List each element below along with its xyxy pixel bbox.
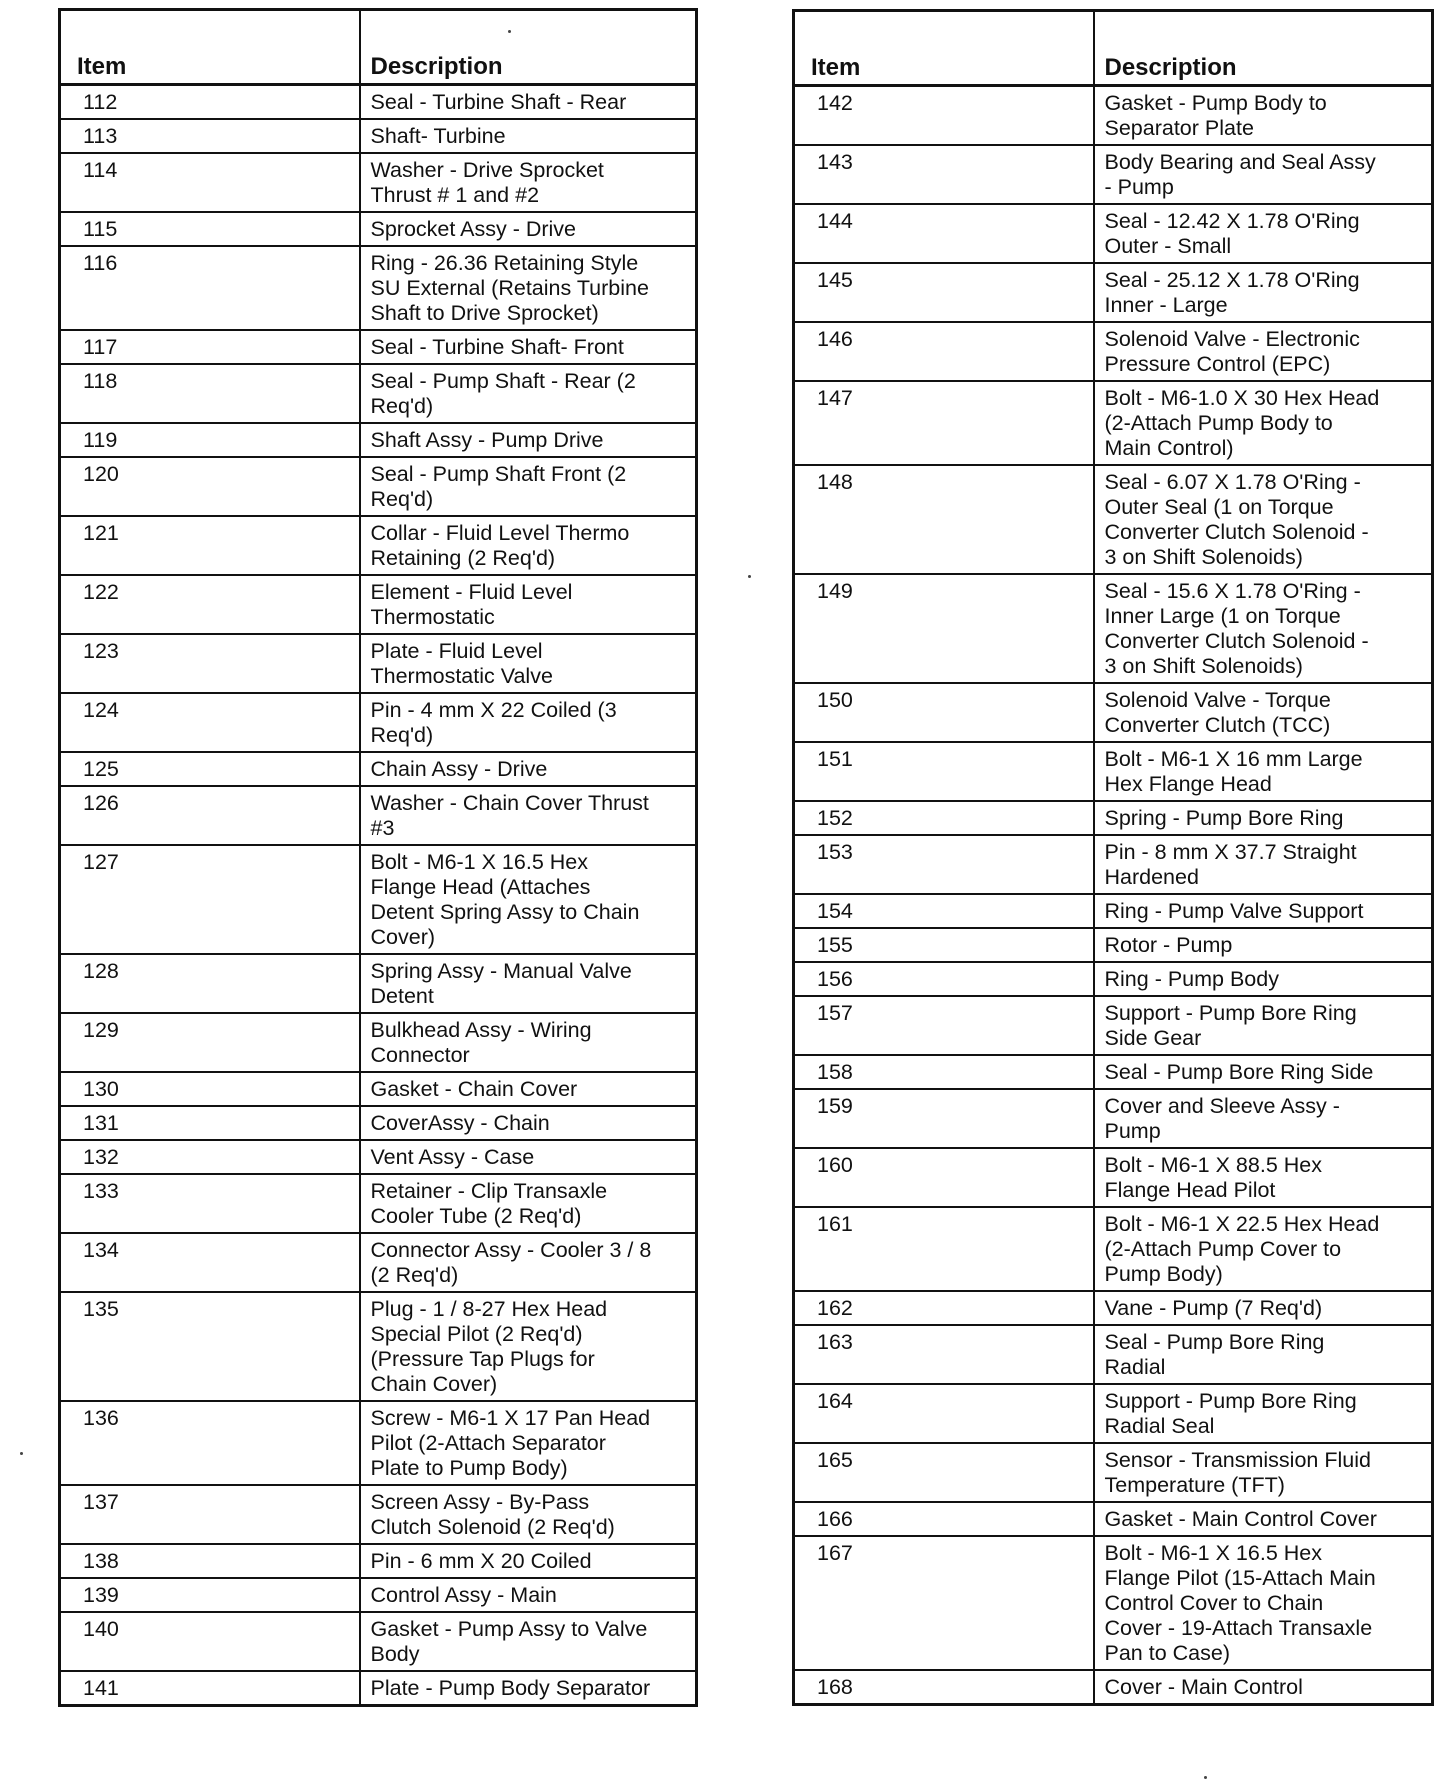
item-number: 146	[794, 322, 1094, 381]
table-row	[794, 928, 1433, 962]
item-number: 129	[60, 1013, 360, 1072]
item-number: 113	[60, 119, 360, 153]
description-line: Body Bearing and Seal Assy	[1104, 150, 1376, 174]
description-line: (Pressure Tap Plugs for	[370, 1347, 595, 1371]
item-description	[1094, 1443, 1433, 1502]
table-row	[60, 423, 697, 457]
description-line: Rotor - Pump	[1104, 933, 1233, 957]
table-row	[794, 962, 1433, 996]
table-row	[794, 86, 1433, 146]
item-number: 132	[60, 1140, 360, 1174]
item-column-header: Item	[60, 10, 360, 85]
table-row	[60, 153, 697, 212]
item-description	[360, 119, 697, 153]
table-row	[794, 1089, 1433, 1148]
description-line: Separator Plate	[1104, 116, 1254, 140]
description-line: Main Control)	[1104, 436, 1234, 460]
item-description	[360, 1174, 697, 1233]
item-number: 145	[794, 263, 1094, 322]
item-description	[360, 1544, 697, 1578]
table-row	[60, 1612, 697, 1671]
item-description	[360, 575, 697, 634]
table-row	[794, 1384, 1433, 1443]
item-number: 112	[60, 85, 360, 120]
table-row	[794, 1291, 1433, 1325]
description-line: Temperature (TFT)	[1104, 1473, 1285, 1497]
description-line: Cover and Sleeve Assy -	[1104, 1094, 1340, 1118]
description-line: Bolt - M6-1 X 16.5 Hex	[1104, 1541, 1322, 1565]
item-number: 163	[794, 1325, 1094, 1384]
item-description	[360, 1072, 697, 1106]
item-number: 144	[794, 204, 1094, 263]
item-description	[1094, 1207, 1433, 1291]
table-row	[60, 1233, 697, 1292]
description-line: Pilot (2-Attach Separator	[370, 1431, 606, 1455]
item-description	[360, 1292, 697, 1401]
item-description	[1094, 1670, 1433, 1705]
table-row	[794, 574, 1433, 683]
description-line: Ring - Pump Body	[1104, 967, 1279, 991]
description-line: Side Gear	[1104, 1026, 1202, 1050]
description-line: Plate to Pump Body)	[370, 1456, 568, 1480]
item-number: 126	[60, 786, 360, 845]
table-row	[60, 845, 697, 954]
item-description	[360, 1612, 697, 1671]
table-row	[60, 575, 697, 634]
item-number: 162	[794, 1291, 1094, 1325]
table-row	[60, 1174, 697, 1233]
description-line: Gasket - Main Control Cover	[1104, 1507, 1377, 1531]
description-line: Ring - 26.36 Retaining Style	[370, 251, 639, 275]
item-number: 153	[794, 835, 1094, 894]
table-row	[60, 1578, 697, 1612]
description-line: Shaft- Turbine	[370, 124, 506, 148]
description-line: Shaft Assy - Pump Drive	[370, 428, 604, 452]
table-row	[60, 1013, 697, 1072]
scan-speck	[20, 1452, 23, 1455]
item-number: 125	[60, 752, 360, 786]
table-row	[794, 835, 1433, 894]
description-line: Seal - Pump Shaft - Rear (2	[370, 369, 636, 393]
description-line: Body	[370, 1642, 420, 1666]
description-line: Pin - 6 mm X 20 Coiled	[370, 1549, 592, 1573]
item-number: 114	[60, 153, 360, 212]
item-number: 136	[60, 1401, 360, 1485]
description-line: Converter Clutch (TCC)	[1104, 713, 1331, 737]
item-number: 152	[794, 801, 1094, 835]
item-number: 148	[794, 465, 1094, 574]
scan-speck	[508, 30, 511, 33]
item-number: 159	[794, 1089, 1094, 1148]
description-line: Spring Assy - Manual Valve	[370, 959, 632, 983]
description-line: Plug - 1 / 8-27 Hex Head	[370, 1297, 608, 1321]
item-number: 165	[794, 1443, 1094, 1502]
table-row	[60, 1106, 697, 1140]
item-number: 122	[60, 575, 360, 634]
description-line: Vane - Pump (7 Req'd)	[1104, 1296, 1323, 1320]
item-description	[1094, 1502, 1433, 1536]
description-line: Collar - Fluid Level Thermo	[370, 521, 630, 545]
table-row	[794, 1536, 1433, 1670]
item-number: 161	[794, 1207, 1094, 1291]
description-line: - Pump	[1104, 175, 1174, 199]
description-line: Gasket - Pump Body to	[1104, 91, 1327, 115]
item-description	[1094, 894, 1433, 928]
description-line: Converter Clutch Solenoid -	[1104, 520, 1369, 544]
description-line: Seal - Turbine Shaft - Rear	[370, 90, 627, 114]
description-line: Pump Body)	[1104, 1262, 1223, 1286]
description-line: Gasket - Chain Cover	[370, 1077, 578, 1101]
description-line: Flange Head Pilot	[1104, 1178, 1276, 1202]
description-line: Support - Pump Bore Ring	[1104, 1389, 1357, 1413]
item-number: 142	[794, 86, 1094, 146]
table-row	[60, 752, 697, 786]
item-description	[360, 1140, 697, 1174]
item-number: 168	[794, 1670, 1094, 1705]
item-number: 158	[794, 1055, 1094, 1089]
item-number: 140	[60, 1612, 360, 1671]
description-line: Gasket - Pump Assy to Valve	[370, 1617, 648, 1641]
item-description	[1094, 835, 1433, 894]
description-line: Control Assy - Main	[370, 1583, 557, 1607]
description-line: Seal - 12.42 X 1.78 O'Ring	[1104, 209, 1360, 233]
item-number: 141	[60, 1671, 360, 1706]
item-number: 121	[60, 516, 360, 575]
table-row	[60, 364, 697, 423]
table-row	[794, 1502, 1433, 1536]
description-line: Plate - Fluid Level	[370, 639, 543, 663]
description-line: Connector Assy - Cooler 3 / 8	[370, 1238, 652, 1262]
item-description	[1094, 1291, 1433, 1325]
item-description	[360, 752, 697, 786]
description-line: Detent Spring Assy to Chain	[370, 900, 640, 924]
item-description	[1094, 263, 1433, 322]
item-description	[360, 634, 697, 693]
parts-table-right	[792, 9, 1434, 1706]
table-row	[794, 322, 1433, 381]
description-line: Cover - 19-Attach Transaxle	[1104, 1616, 1373, 1640]
description-line: Bolt - M6-1.0 X 30 Hex Head	[1104, 386, 1380, 410]
item-number: 156	[794, 962, 1094, 996]
item-number: 143	[794, 145, 1094, 204]
item-number: 130	[60, 1072, 360, 1106]
table-row	[794, 1325, 1433, 1384]
description-line: (2 Req'd)	[370, 1263, 459, 1287]
description-line: Washer - Drive Sprocket	[370, 158, 604, 182]
item-number: 115	[60, 212, 360, 246]
item-description	[1094, 683, 1433, 742]
description-column-header: Description	[1094, 11, 1433, 86]
item-description	[1094, 204, 1433, 263]
description-line: Hardened	[1104, 865, 1199, 889]
description-line: #3	[370, 816, 395, 840]
description-line: Seal - 25.12 X 1.78 O'Ring	[1104, 268, 1360, 292]
description-line: Special Pilot (2 Req'd)	[370, 1322, 583, 1346]
item-description	[360, 457, 697, 516]
description-line: Element - Fluid Level	[370, 580, 573, 604]
table-row	[794, 1055, 1433, 1089]
item-column-header: Item	[794, 11, 1094, 86]
description-line: Seal - Turbine Shaft- Front	[370, 335, 624, 359]
description-line: Sprocket Assy - Drive	[370, 217, 576, 241]
table-row	[60, 246, 697, 330]
item-description	[360, 786, 697, 845]
description-line: Flange Pilot (15-Attach Main	[1104, 1566, 1376, 1590]
table-row	[60, 1140, 697, 1174]
description-line: Inner - Large	[1104, 293, 1228, 317]
item-description	[360, 1485, 697, 1544]
item-number: 118	[60, 364, 360, 423]
description-line: 3 on Shift Solenoids)	[1104, 545, 1303, 569]
description-line: Shaft to Drive Sprocket)	[370, 301, 599, 325]
description-line: Thrust # 1 and #2	[370, 183, 540, 207]
item-number: 160	[794, 1148, 1094, 1207]
item-number: 154	[794, 894, 1094, 928]
description-line: Seal - 15.6 X 1.78 O'Ring -	[1104, 579, 1361, 603]
table-row	[794, 204, 1433, 263]
description-line: Outer - Small	[1104, 234, 1232, 258]
item-description	[1094, 928, 1433, 962]
item-number: 135	[60, 1292, 360, 1401]
item-description	[360, 954, 697, 1013]
description-line: Converter Clutch Solenoid -	[1104, 629, 1369, 653]
item-number: 166	[794, 1502, 1094, 1536]
description-line: Pan to Case)	[1104, 1641, 1230, 1665]
description-line: Washer - Chain Cover Thrust	[370, 791, 649, 815]
table-row	[60, 212, 697, 246]
header-row	[794, 11, 1433, 86]
table-row	[60, 1671, 697, 1706]
description-column-header: Description	[360, 10, 697, 85]
description-line: Support - Pump Bore Ring	[1104, 1001, 1357, 1025]
description-line: 3 on Shift Solenoids)	[1104, 654, 1303, 678]
item-number: 151	[794, 742, 1094, 801]
table-row	[794, 1207, 1433, 1291]
table-row	[60, 1292, 697, 1401]
item-number: 137	[60, 1485, 360, 1544]
item-description	[1094, 1536, 1433, 1670]
description-line: Seal - Pump Shaft Front (2	[370, 462, 627, 486]
item-description	[1094, 742, 1433, 801]
description-line: Chain Cover)	[370, 1372, 498, 1396]
item-description	[1094, 322, 1433, 381]
description-line: Spring - Pump Bore Ring	[1104, 806, 1344, 830]
item-description	[1094, 1325, 1433, 1384]
table-row	[60, 1072, 697, 1106]
table-row	[60, 693, 697, 752]
item-description	[360, 364, 697, 423]
description-line: Seal - Pump Bore Ring Side	[1104, 1060, 1374, 1084]
item-description	[1094, 574, 1433, 683]
parts-table-left	[58, 8, 698, 1707]
item-description	[1094, 465, 1433, 574]
description-line: Sensor - Transmission Fluid	[1104, 1448, 1371, 1472]
item-number: 127	[60, 845, 360, 954]
description-line: Clutch Solenoid (2 Req'd)	[370, 1515, 615, 1539]
description-line: Pin - 8 mm X 37.7 Straight	[1104, 840, 1357, 864]
table-row	[60, 516, 697, 575]
description-line: SU External (Retains Turbine	[370, 276, 649, 300]
table-row	[794, 742, 1433, 801]
description-line: Req'd)	[370, 723, 434, 747]
item-number: 150	[794, 683, 1094, 742]
description-line: Bolt - M6-1 X 16 mm Large	[1104, 747, 1363, 771]
description-line: CoverAssy - Chain	[370, 1111, 550, 1135]
table-row	[60, 330, 697, 364]
description-line: Seal - Pump Bore Ring	[1104, 1330, 1325, 1354]
item-number: 128	[60, 954, 360, 1013]
item-description	[360, 1106, 697, 1140]
table-row	[60, 119, 697, 153]
item-number: 124	[60, 693, 360, 752]
item-number: 139	[60, 1578, 360, 1612]
description-line: Connector	[370, 1043, 470, 1067]
item-number: 120	[60, 457, 360, 516]
item-description	[360, 1401, 697, 1485]
description-line: Solenoid Valve - Torque	[1104, 688, 1331, 712]
item-description	[1094, 1384, 1433, 1443]
table-row	[60, 1485, 697, 1544]
item-description	[1094, 86, 1433, 146]
description-line: Radial Seal	[1104, 1414, 1215, 1438]
table-row	[60, 85, 697, 120]
item-description	[1094, 962, 1433, 996]
item-description	[360, 1013, 697, 1072]
table-row	[794, 996, 1433, 1055]
item-number: 149	[794, 574, 1094, 683]
item-description	[360, 246, 697, 330]
item-description	[360, 153, 697, 212]
description-line: Chain Assy - Drive	[370, 757, 548, 781]
item-description	[1094, 1055, 1433, 1089]
description-line: Inner Large (1 on Torque	[1104, 604, 1341, 628]
item-number: 134	[60, 1233, 360, 1292]
item-description	[360, 85, 697, 120]
item-description	[360, 423, 697, 457]
item-number: 123	[60, 634, 360, 693]
table-row	[794, 465, 1433, 574]
table-row	[60, 634, 697, 693]
item-description	[1094, 381, 1433, 465]
description-line: Seal - 6.07 X 1.78 O'Ring -	[1104, 470, 1361, 494]
item-number: 116	[60, 246, 360, 330]
item-number: 164	[794, 1384, 1094, 1443]
item-description	[360, 693, 697, 752]
description-line: Bolt - M6-1 X 16.5 Hex	[370, 850, 588, 874]
description-line: Cooler Tube (2 Req'd)	[370, 1204, 582, 1228]
item-description	[1094, 996, 1433, 1055]
description-line: Cover - Main Control	[1104, 1675, 1303, 1699]
table-row	[60, 786, 697, 845]
description-line: Req'd)	[370, 487, 434, 511]
description-line: Thermostatic Valve	[370, 664, 553, 688]
item-description	[1094, 801, 1433, 835]
description-line: Vent Assy - Case	[370, 1145, 535, 1169]
description-line: Retaining (2 Req'd)	[370, 546, 556, 570]
table-row	[60, 1544, 697, 1578]
item-description	[360, 845, 697, 954]
item-description	[360, 1233, 697, 1292]
description-line: Flange Head (Attaches	[370, 875, 591, 899]
description-line: Control Cover to Chain	[1104, 1591, 1324, 1615]
item-description	[1094, 1148, 1433, 1207]
header-row	[60, 10, 697, 85]
table-row	[60, 954, 697, 1013]
table-row	[794, 683, 1433, 742]
description-line: Detent	[370, 984, 434, 1008]
item-description	[360, 516, 697, 575]
table-row	[794, 1148, 1433, 1207]
table-row	[60, 457, 697, 516]
table-row	[794, 894, 1433, 928]
item-number: 117	[60, 330, 360, 364]
description-line: Outer Seal (1 on Torque	[1104, 495, 1334, 519]
item-number: 167	[794, 1536, 1094, 1670]
description-line: (2-Attach Pump Body to	[1104, 411, 1333, 435]
description-line: Pressure Control (EPC)	[1104, 352, 1331, 376]
item-description	[360, 1671, 697, 1706]
item-number: 131	[60, 1106, 360, 1140]
item-number: 155	[794, 928, 1094, 962]
scan-speck	[1204, 1776, 1207, 1779]
item-description	[1094, 1089, 1433, 1148]
description-line: Bolt - M6-1 X 22.5 Hex Head	[1104, 1212, 1380, 1236]
description-line: Thermostatic	[370, 605, 495, 629]
description-line: Req'd)	[370, 394, 434, 418]
description-line: Bulkhead Assy - Wiring	[370, 1018, 592, 1042]
description-line: Radial	[1104, 1355, 1166, 1379]
item-description	[360, 1578, 697, 1612]
description-line: Solenoid Valve - Electronic	[1104, 327, 1360, 351]
item-description	[1094, 145, 1433, 204]
table-row	[794, 1443, 1433, 1502]
description-line: Retainer - Clip Transaxle	[370, 1179, 608, 1203]
description-line: Cover)	[370, 925, 436, 949]
scan-speck	[748, 575, 751, 578]
description-line: Plate - Pump Body Separator	[370, 1676, 651, 1700]
item-description	[360, 212, 697, 246]
item-number: 147	[794, 381, 1094, 465]
description-line: Pin - 4 mm X 22 Coiled (3	[370, 698, 617, 722]
description-line: Ring - Pump Valve Support	[1104, 899, 1364, 923]
item-number: 157	[794, 996, 1094, 1055]
description-line: Screen Assy - By-Pass	[370, 1490, 590, 1514]
description-line: Pump	[1104, 1119, 1161, 1143]
table-row	[794, 145, 1433, 204]
item-description	[360, 330, 697, 364]
table-row	[794, 1670, 1433, 1705]
item-number: 119	[60, 423, 360, 457]
item-number: 138	[60, 1544, 360, 1578]
description-line: Hex Flange Head	[1104, 772, 1272, 796]
item-number: 133	[60, 1174, 360, 1233]
description-line: (2-Attach Pump Cover to	[1104, 1237, 1342, 1261]
description-line: Screw - M6-1 X 17 Pan Head	[370, 1406, 651, 1430]
table-row	[60, 1401, 697, 1485]
table-row	[794, 381, 1433, 465]
description-line: Bolt - M6-1 X 88.5 Hex	[1104, 1153, 1322, 1177]
table-row	[794, 801, 1433, 835]
table-row	[794, 263, 1433, 322]
